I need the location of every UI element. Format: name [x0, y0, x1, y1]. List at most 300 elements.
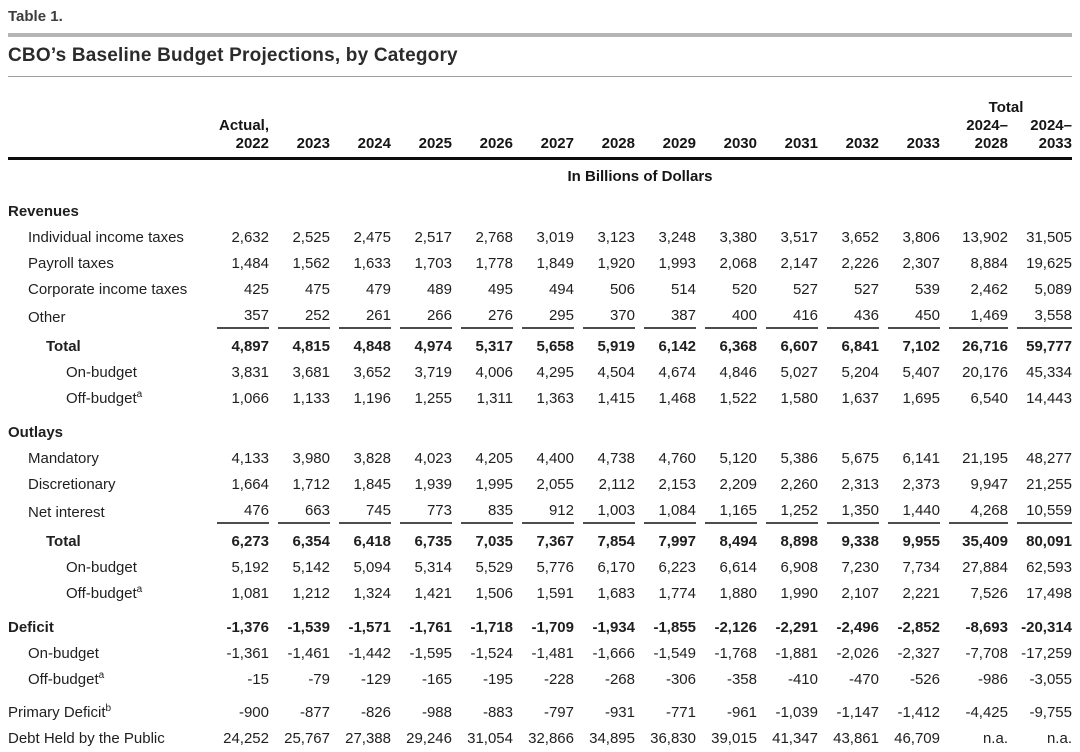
cell	[330, 198, 391, 224]
row-outlays-off-budget	[8, 581, 1072, 607]
page-title: CBO’s Baseline Budget Projections, by Category	[8, 45, 458, 66]
total-header-row	[8, 99, 1072, 117]
cell: 5,314	[414, 559, 452, 576]
col-header-2028: 2028	[574, 117, 635, 159]
col-header-2024: 2024	[330, 117, 391, 159]
row-mandatory	[8, 445, 1072, 471]
cell	[879, 198, 940, 224]
cell	[940, 412, 1008, 446]
cell	[574, 198, 635, 224]
cell: 7,367	[536, 533, 574, 550]
cell: -1,934	[592, 618, 635, 636]
row-label: Net interest	[28, 504, 105, 522]
cell: 5,675	[841, 449, 879, 467]
cell: -8,693	[965, 618, 1008, 636]
cell: 475	[304, 280, 330, 298]
footnote-marker-a: a	[136, 584, 143, 595]
cell: 4,974	[414, 338, 452, 355]
cell	[208, 198, 269, 224]
cell: 1,081	[231, 585, 269, 602]
cell: 2,313	[841, 475, 879, 493]
cell: 4,133	[231, 449, 269, 467]
cell: 1,995	[475, 475, 513, 493]
cell: 1,484	[231, 254, 269, 272]
cell: 39,015	[711, 730, 757, 747]
cell: 1,311	[476, 390, 513, 407]
cell: 5,142	[292, 559, 330, 576]
cell: -1,481	[531, 644, 574, 662]
cell: 48,277	[1026, 449, 1072, 467]
cell: 7,854	[597, 533, 635, 550]
cell: 35,409	[962, 533, 1008, 550]
cell: 4,815	[292, 338, 330, 355]
cell: 6,354	[292, 533, 330, 550]
cell: -1,524	[470, 644, 513, 662]
cell: 31,054	[467, 730, 513, 747]
cell: -931	[604, 704, 635, 721]
cell: -129	[360, 670, 391, 688]
cell: 43,861	[833, 730, 879, 747]
cell: -1,881	[775, 644, 818, 662]
cell: 527	[853, 280, 879, 298]
cell: 1,591	[536, 585, 574, 602]
cell: 5,094	[353, 559, 391, 576]
cell: 1,845	[353, 475, 391, 493]
cell: 1,633	[353, 254, 391, 272]
cell: 2,373	[902, 475, 940, 493]
cell: 745	[330, 497, 391, 529]
cell: 6,841	[841, 338, 879, 355]
cell: 1,637	[841, 390, 879, 407]
cell: -1,595	[409, 644, 452, 662]
cell: 1,774	[658, 585, 696, 602]
cell: 476	[208, 497, 269, 529]
row-revenues-off-budget	[8, 386, 1072, 412]
cell: -228	[543, 670, 574, 688]
cell: -7,708	[965, 644, 1008, 662]
cell: 7,526	[970, 585, 1008, 602]
row-debt-held-by-public	[8, 726, 1072, 752]
cell: 489	[426, 280, 452, 298]
cell: 436	[818, 302, 879, 334]
row-revenues-other	[8, 302, 1072, 334]
cell: 514	[670, 280, 696, 298]
cell: 31,505	[1026, 228, 1072, 246]
cell	[940, 198, 1008, 224]
row-outlays	[8, 412, 1072, 446]
cell: 425	[243, 280, 269, 298]
row-label: Individual income taxes	[28, 228, 184, 246]
cell: 520	[731, 280, 757, 298]
cell: 3,652	[841, 228, 879, 246]
cell: -2,291	[775, 618, 818, 636]
cell: 2,632	[231, 228, 269, 246]
cell: -79	[308, 670, 330, 688]
cell: 1,562	[292, 254, 330, 272]
row-label: On-budget	[28, 644, 99, 662]
cell: 34,895	[589, 730, 635, 747]
cell: 4,023	[414, 449, 452, 467]
cell: 8,884	[970, 254, 1008, 272]
cell: 1,350	[818, 497, 879, 529]
cell: 9,947	[970, 475, 1008, 493]
cell: 2,260	[780, 475, 818, 493]
col-header-2025: 2025	[391, 117, 452, 159]
cell: 6,273	[231, 533, 269, 550]
row-corporate-income-taxes	[8, 276, 1072, 302]
cell: 3,558	[1008, 302, 1072, 334]
cell: 36,830	[650, 730, 696, 747]
cell: -961	[726, 704, 757, 721]
cell: 5,317	[475, 338, 513, 355]
cell: 2,112	[598, 475, 635, 493]
cell: 370	[574, 302, 635, 334]
cell: 2,517	[414, 228, 452, 246]
row-outlays-total	[8, 529, 1072, 555]
col-header-2029: 2029	[635, 117, 696, 159]
cell: -9,755	[1029, 704, 1072, 721]
cell: -1,361	[226, 644, 269, 662]
title-bottom-rule	[8, 76, 1072, 77]
table-number-label: Table 1.	[8, 8, 63, 25]
cell: 8,898	[780, 533, 818, 550]
cell: 20,176	[962, 364, 1008, 381]
cell: -526	[909, 670, 940, 688]
cell: 5,658	[536, 338, 574, 355]
cell: 1,522	[719, 390, 757, 407]
row-label: Payroll taxes	[28, 254, 114, 272]
cell: 6,170	[597, 559, 635, 576]
cell: -797	[543, 704, 574, 721]
cell: -470	[848, 670, 879, 688]
cell: -988	[421, 704, 452, 721]
cell: 3,980	[292, 449, 330, 467]
cell: 3,681	[292, 364, 330, 381]
cell: 4,504	[597, 364, 635, 381]
cell: 45,334	[1026, 364, 1072, 381]
cell: 27,884	[962, 559, 1008, 576]
cell: 7,997	[658, 533, 696, 550]
row-label: Debt Held by the Public	[8, 730, 165, 747]
row-label: Total	[46, 533, 81, 550]
row-deficit-on-budget	[8, 640, 1072, 666]
cell: n.a.	[982, 730, 1008, 747]
cell: 1,990	[780, 585, 818, 602]
cell: -1,039	[775, 704, 818, 721]
cell: -1,147	[836, 704, 879, 721]
cell: -195	[482, 670, 513, 688]
cell: -1,539	[287, 618, 330, 636]
row-deficit	[8, 607, 1072, 641]
cell: 6,368	[719, 338, 757, 355]
cell: 252	[269, 302, 330, 334]
cell	[696, 412, 757, 446]
cell: 2,153	[658, 475, 696, 493]
cell	[757, 198, 818, 224]
col-header-2031: 2031	[757, 117, 818, 159]
cell: 13,902	[962, 228, 1008, 246]
cell	[269, 198, 330, 224]
row-payroll-taxes	[8, 250, 1072, 276]
cell: 46,709	[894, 730, 940, 747]
cell: 4,400	[536, 449, 574, 467]
cell: -165	[421, 670, 452, 688]
units-row	[8, 159, 1072, 199]
cell: 5,204	[841, 364, 879, 381]
cell: -2,496	[836, 618, 879, 636]
cell	[818, 412, 879, 446]
cell: 2,068	[719, 254, 757, 272]
cell: n.a.	[1046, 730, 1072, 747]
cell: 5,529	[475, 559, 513, 576]
cell: 3,123	[597, 228, 635, 246]
column-header-row	[8, 117, 1072, 159]
cell: 506	[609, 280, 635, 298]
cell: 1,421	[414, 585, 452, 602]
row-label: Total	[46, 338, 81, 355]
cell: 1,703	[414, 254, 452, 272]
cell: 6,540	[970, 390, 1008, 407]
cell: 1,133	[292, 390, 330, 407]
cell: 1,196	[353, 390, 391, 407]
budget-projections-table	[8, 99, 1072, 752]
cell: 41,347	[772, 730, 818, 747]
cell: 10,559	[1008, 497, 1072, 529]
cell: 2,475	[353, 228, 391, 246]
cell: 5,192	[231, 559, 269, 576]
cell: 1,849	[536, 254, 574, 272]
cell: -900	[238, 704, 269, 721]
table-body	[8, 159, 1072, 752]
row-label: Deficit	[8, 618, 54, 636]
row-deficit-off-budget	[8, 666, 1072, 692]
col-header-2030: 2030	[696, 117, 757, 159]
cell: -2,026	[836, 644, 879, 662]
cell: 4,897	[231, 338, 269, 355]
cell: 2,525	[292, 228, 330, 246]
cell: -1,412	[897, 704, 940, 721]
cell: 8,494	[719, 533, 757, 550]
cell: 1,468	[658, 390, 696, 407]
cell: 3,831	[231, 364, 269, 381]
cell: 3,828	[353, 449, 391, 467]
cell: 1,084	[635, 497, 696, 529]
cell: 7,734	[902, 559, 940, 576]
cell: 1,255	[414, 390, 452, 407]
cell: 80,091	[1026, 533, 1072, 550]
cell: 6,418	[353, 533, 391, 550]
col-header-2033: 2033	[879, 117, 940, 159]
cell: 9,955	[902, 533, 940, 550]
row-label-column-header	[8, 117, 208, 159]
cell: -2,327	[897, 644, 940, 662]
cell: 5,776	[536, 559, 574, 576]
row-outlays-on-budget	[8, 555, 1072, 581]
cell: 32,866	[528, 730, 574, 747]
col-header-total-2024-2028: 2024– 2028	[940, 117, 1008, 159]
cell: 3,517	[780, 228, 818, 246]
cell: 357	[208, 302, 269, 334]
cell: 1,580	[780, 390, 818, 407]
row-label: On-budget	[66, 559, 137, 576]
cell: 539	[914, 280, 940, 298]
cell: 2,147	[780, 254, 818, 272]
col-header-actual-2022: Actual, 2022	[208, 117, 269, 159]
cell: -1,549	[653, 644, 696, 662]
cell: -20,314	[1021, 618, 1072, 636]
cell: 387	[635, 302, 696, 334]
cell: 6,141	[902, 449, 940, 467]
row-label: Off-budget$^a$	[66, 584, 143, 602]
row-label: Discretionary	[28, 475, 116, 493]
cell	[269, 412, 330, 446]
cell: -1,461	[287, 644, 330, 662]
cell: 3,019	[536, 228, 574, 246]
row-individual-income-taxes	[8, 224, 1072, 250]
cell: 494	[548, 280, 574, 298]
cell: 276	[452, 302, 513, 334]
row-revenues	[8, 198, 1072, 224]
col-header-2026: 2026	[452, 117, 513, 159]
cell: 6,908	[780, 559, 818, 576]
cell: -306	[665, 670, 696, 688]
cell	[208, 412, 269, 446]
cell: 3,248	[658, 228, 696, 246]
cell	[1008, 412, 1072, 446]
cell	[452, 198, 513, 224]
cell: 6,223	[658, 559, 696, 576]
cell: 479	[365, 280, 391, 298]
cell	[452, 412, 513, 446]
cell: 1,880	[719, 585, 757, 602]
cell: 4,738	[597, 449, 635, 467]
cell: 7,230	[841, 559, 879, 576]
cell: 25,767	[284, 730, 330, 747]
cell: 4,205	[475, 449, 513, 467]
row-label: Corporate income taxes	[28, 280, 188, 298]
cell: -4,425	[965, 704, 1008, 721]
cell: 1,469	[940, 302, 1008, 334]
cell: 1,066	[231, 390, 269, 407]
cell	[635, 198, 696, 224]
cell: 5,120	[719, 449, 757, 467]
units-spacer	[8, 159, 208, 199]
cell: 4,848	[353, 338, 391, 355]
cell: 24,252	[223, 730, 269, 747]
cell: -1,571	[348, 618, 391, 636]
cell: 59,777	[1026, 338, 1072, 355]
cell	[879, 412, 940, 446]
cell: -1,761	[409, 618, 452, 636]
cell	[391, 198, 452, 224]
cell: 5,386	[780, 449, 818, 467]
cell: 773	[391, 497, 452, 529]
cell: 62,593	[1026, 559, 1072, 576]
cell: -771	[665, 704, 696, 721]
cell: 266	[391, 302, 452, 334]
cell	[330, 412, 391, 446]
cell: 5,089	[1034, 280, 1072, 298]
cell: 1,683	[597, 585, 635, 602]
cell: -986	[977, 670, 1008, 688]
cell	[757, 412, 818, 446]
cell: -1,768	[714, 644, 757, 662]
cell: 912	[513, 497, 574, 529]
cell: 5,407	[902, 364, 940, 381]
cell: 527	[792, 280, 818, 298]
cell: 1,993	[658, 254, 696, 272]
row-label: Outlays	[8, 423, 64, 441]
col-header-2023: 2023	[269, 117, 330, 159]
cell: 1,778	[475, 254, 513, 272]
cell: 7,035	[475, 533, 513, 550]
cell: 1,712	[292, 475, 330, 493]
footnote-marker-a: a	[136, 389, 143, 400]
cell: 4,760	[658, 449, 696, 467]
cell: -1,718	[470, 618, 513, 636]
row-revenues-total	[8, 334, 1072, 360]
cell: 2,221	[902, 585, 940, 602]
row-label: Off-budget$^a$	[28, 669, 105, 688]
cell: 400	[696, 302, 757, 334]
row-label: Revenues	[8, 202, 79, 220]
footnote-marker-a: a	[98, 669, 105, 681]
col-header-2032: 2032	[818, 117, 879, 159]
cell	[574, 412, 635, 446]
cell: 6,735	[414, 533, 452, 550]
cell: 4,268	[940, 497, 1008, 529]
cell: -15	[247, 670, 269, 688]
cell: 29,246	[406, 730, 452, 747]
cell: 663	[269, 497, 330, 529]
cell: 2,226	[841, 254, 879, 272]
cell: 2,462	[970, 280, 1008, 298]
cell: 495	[487, 280, 513, 298]
cell: 5,027	[780, 364, 818, 381]
cell: 1,506	[475, 585, 513, 602]
row-label: Mandatory	[28, 449, 99, 467]
cell: 6,607	[780, 338, 818, 355]
cell: 21,195	[962, 449, 1008, 467]
cell: -877	[299, 704, 330, 721]
cell: 3,806	[902, 228, 940, 246]
cell: 295	[513, 302, 574, 334]
cell: -2,852	[897, 618, 940, 636]
cell: 1,664	[231, 475, 269, 493]
cell	[818, 198, 879, 224]
cell: 4,846	[719, 364, 757, 381]
cell: -1,666	[592, 644, 635, 662]
cell: -1,709	[531, 618, 574, 636]
cell: 3,652	[353, 364, 391, 381]
cell: 4,006	[475, 364, 513, 381]
cell: -1,376	[226, 618, 269, 636]
cell: -358	[726, 670, 757, 688]
cell: -17,259	[1021, 644, 1072, 662]
cell: 4,295	[536, 364, 574, 381]
cell: 19,625	[1026, 254, 1072, 272]
cell: -268	[604, 670, 635, 688]
cell: 1,415	[597, 390, 635, 407]
row-revenues-on-budget	[8, 360, 1072, 386]
cell	[391, 412, 452, 446]
cell: -826	[360, 704, 391, 721]
footnote-marker-b: b	[105, 703, 112, 714]
row-discretionary	[8, 471, 1072, 497]
cell: 4,674	[658, 364, 696, 381]
units-label: In Billions of Dollars	[567, 168, 713, 185]
cell	[513, 198, 574, 224]
